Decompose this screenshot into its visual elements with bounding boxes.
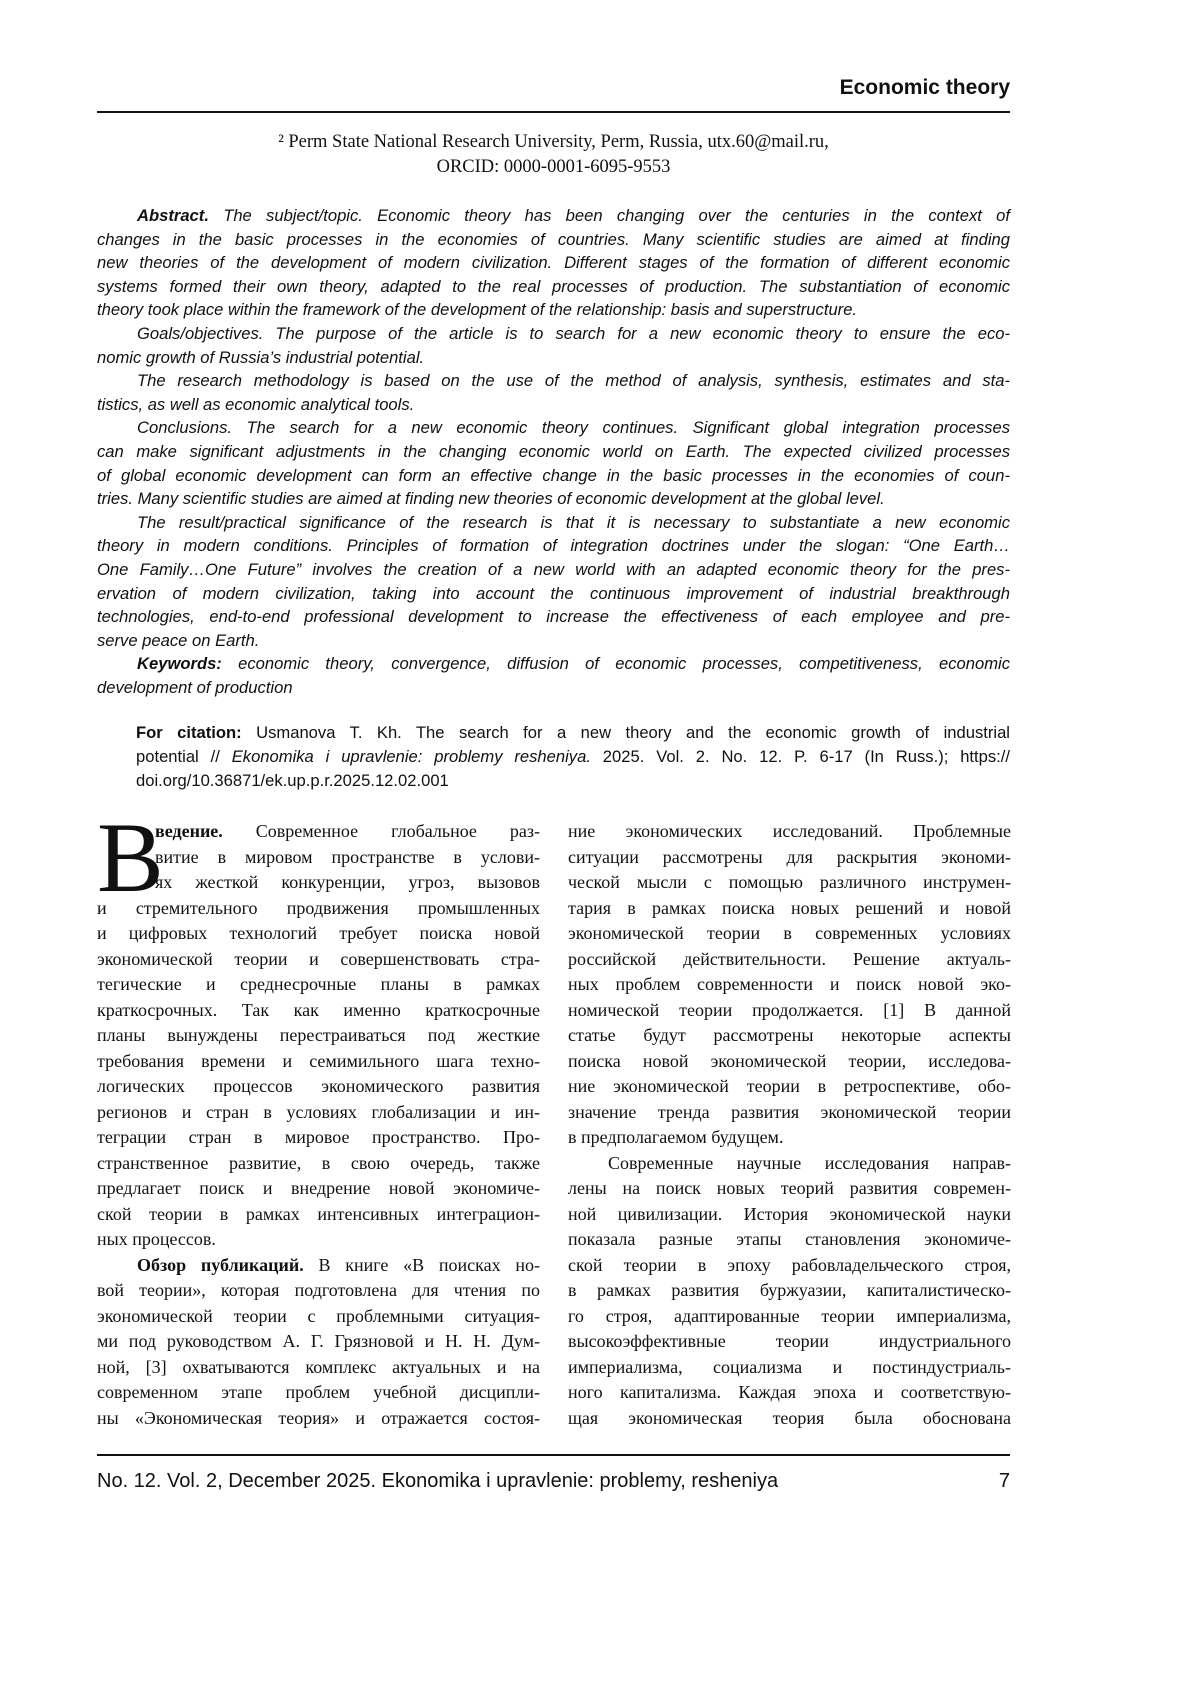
orcid-line: ORCID: 0000-0001-6095-9553	[97, 155, 1010, 180]
text-line: ние экономических исследований. Проблемные	[568, 819, 1011, 845]
abstract	[97, 204, 1010, 699]
text-line: changes in the basic processes in the economies of countries. Many scientific studies are aimed at finding	[97, 228, 1010, 252]
text-line: и стремительного продвижения промышленных	[97, 896, 540, 922]
paragraph	[97, 1253, 540, 1432]
bold-label: Обзор публикаций.	[137, 1255, 304, 1275]
text-line: Современные научные исследования направ-	[568, 1151, 1011, 1177]
text-line: экономической теории и совершенствовать стра-	[97, 947, 540, 973]
text-segment: The subject/topic. Economic theory has been changing over the centuries in the context of	[209, 206, 1010, 225]
text-line: The research methodology is based on the use of the method of analysis, synthesis, estimates and sta-	[97, 369, 1010, 393]
text-line: tistics, as well as economic analytical tools.	[97, 393, 1010, 417]
paragraph	[97, 511, 1010, 653]
text-segment: economic theory, convergence, diffusion of economic processes, competitiveness, economic	[222, 654, 1010, 673]
text-line	[97, 1253, 540, 1279]
section-header: Economic theory	[840, 76, 1010, 100]
text-line: российской действительности. Решение актуаль-	[568, 947, 1011, 973]
text-line: тария в рамках поиска новых решений и новой	[568, 896, 1011, 922]
text-line: тегические и среднесрочные планы в рамках	[97, 972, 540, 998]
paragraph	[568, 1151, 1011, 1432]
text-line: и цифровых технологий требует поиска новой	[97, 921, 540, 947]
text-line: витие в мировом пространстве в услови-	[97, 845, 540, 871]
journal-info: No. 12. Vol. 2, December 2025. Ekonomika i upravlenie: problemy, resheniya	[97, 1470, 778, 1493]
text-line: го строя, адаптированные теории империализма,	[568, 1304, 1011, 1330]
text-line: в предполагаемом будущем.	[568, 1125, 1011, 1151]
text-line	[97, 652, 1010, 676]
text-line: ervation of modern civilization, taking into account the continuous improvement of industrial breakthrough	[97, 582, 1010, 606]
text-line: theory in modern conditions. Principles of formation of integration doctrines under the slogan: “One Earth…	[97, 534, 1010, 558]
text-line: империализма, социализма и постиндустриаль-	[568, 1355, 1011, 1381]
text-line: ми под руководством А. Г. Грязновой и Н. Н. Дум-	[97, 1329, 540, 1355]
text-segment: 2025. Vol. 2. No. 12. P. 6-17 (In Russ.); https://	[591, 747, 1010, 766]
text-segment: Usmanova T. Kh. The search for a new theory and the economic growth of industrial	[242, 723, 1010, 742]
text-line: systems formed their own theory, adapted to the real processes of production. The substantiation of economic	[97, 275, 1010, 299]
affiliation	[97, 130, 1010, 180]
text-line: статье будут рассмотрены некоторые аспекты	[568, 1023, 1011, 1049]
text-line: ях жесткой конкуренции, угроз, вызовов	[97, 870, 540, 896]
text-line: ных проблем современности и поиск новой эко-	[568, 972, 1011, 998]
text-line: высокоэффективные теории индустриального	[568, 1329, 1011, 1355]
affiliation-line: ² Perm State National Research University, Perm, Russia, utx.60@mail.ru,	[97, 130, 1010, 155]
bold-label: Keywords:	[137, 654, 222, 673]
text-line: ного капитализма. Каждая эпоха и соответствую-	[568, 1380, 1011, 1406]
text-line: лены на поиск новых теорий развития современ-	[568, 1176, 1011, 1202]
italic-text: Ekonomika i upravlenie: problemy resheniya.	[232, 747, 591, 766]
paragraph	[136, 721, 1010, 793]
text-line: номической теории продолжается. [1] В данной	[568, 998, 1011, 1024]
bold-label: Abstract.	[137, 206, 209, 225]
text-line: краткосрочных. Так как именно краткосрочные	[97, 998, 540, 1024]
text-line	[97, 819, 540, 845]
text-line: The result/practical significance of the research is that it is necessary to substantiate a new economic	[97, 511, 1010, 535]
text-line: theory took place within the framework of the development of the relationship: basis and superstructure.	[97, 298, 1010, 322]
text-line: поиска новой экономической теории, исследова-	[568, 1049, 1011, 1075]
text-line: can make significant adjustments in the changing economic world on Earth. The expected civilized processes	[97, 440, 1010, 464]
text-line: показала разные этапы становления экономиче-	[568, 1227, 1011, 1253]
text-line: serve peace on Earth.	[97, 629, 1010, 653]
text-line: Goals/objectives. The purpose of the article is to search for a new economic theory to ensure the eco-	[97, 322, 1010, 346]
text-line: логических процессов экономического развития	[97, 1074, 540, 1100]
footer	[97, 1470, 1010, 1493]
paragraph	[97, 322, 1010, 369]
text-line: экономической теории в современных условиях	[568, 921, 1011, 947]
body-column-right	[568, 819, 1011, 1431]
text-line: современном этапе проблем учебной дисципли-	[97, 1380, 540, 1406]
text-line: регионов и стран в условиях глобализации и ин-	[97, 1100, 540, 1126]
text-line: планы вынуждены перестраиваться под жесткие	[97, 1023, 540, 1049]
text-line: doi.org/10.36871/ek.up.p.r.2025.12.02.001	[136, 769, 1010, 793]
text-line: tries. Many scientific studies are aimed at finding new theories of economic development at the global level.	[97, 487, 1010, 511]
left-paragraphs	[97, 819, 540, 1431]
footer-rule	[97, 1454, 1010, 1456]
paragraph	[97, 819, 540, 1253]
header-rule	[97, 111, 1010, 113]
text-line: technologies, end-to-end professional development to increase the effectiveness of each employee and pre-	[97, 605, 1010, 629]
text-line: ской теории в эпоху рабовладельческого строя,	[568, 1253, 1011, 1279]
text-line: ческой мысли с помощью различного инструмен-	[568, 870, 1011, 896]
text-line	[97, 204, 1010, 228]
bold-label: ведение.	[155, 821, 223, 841]
paragraph	[568, 819, 1011, 1151]
text-line: в рамках развития буржуазии, капиталистическо-	[568, 1278, 1011, 1304]
paragraph	[97, 652, 1010, 699]
paragraph	[97, 416, 1010, 510]
text-line: of global economic development can form an effective change in the basic processes in the economies of coun-	[97, 464, 1010, 488]
text-line: One Family…One Future” involves the creation of a new world with an adapted economic theory for the pres-	[97, 558, 1010, 582]
text-line: development of production	[97, 676, 1010, 700]
citation	[136, 721, 1010, 793]
page-number: 7	[999, 1470, 1010, 1493]
text-line: ной цивилизации. История экономической науки	[568, 1202, 1011, 1228]
text-line: ных процессов.	[97, 1227, 540, 1253]
text-line: nomic growth of Russia’s industrial potential.	[97, 346, 1010, 370]
text-line: new theories of the development of modern civilization. Different stages of the formation of different economic	[97, 251, 1010, 275]
paragraph	[97, 204, 1010, 322]
text-line: ской теории в рамках интенсивных интеграцион-	[97, 1202, 540, 1228]
drop-cap: В	[97, 817, 155, 893]
text-line: вой теории», которая подготовлена для чтения по	[97, 1278, 540, 1304]
text-line: ситуации рассмотрены для раскрытия экономи-	[568, 845, 1011, 871]
paragraph	[97, 369, 1010, 416]
right-paragraphs	[568, 819, 1011, 1431]
text-line: требования времени и семимильного шага техно-	[97, 1049, 540, 1075]
text-line: ной, [3] охватываются комплекс актуальных и на	[97, 1355, 540, 1381]
text-line: предлагает поиск и внедрение новой экономиче-	[97, 1176, 540, 1202]
text-line: теграции стран в мировое пространство. Про-	[97, 1125, 540, 1151]
text-line: щая экономическая теория была обоснована	[568, 1406, 1011, 1432]
text-line: странственное развитие, в свою очередь, также	[97, 1151, 540, 1177]
text-line: Conclusions. The search for a new economic theory continues. Significant global integration processes	[97, 416, 1010, 440]
text-segment: В книге «В поисках но-	[304, 1255, 540, 1275]
text-line: значение тренда развития экономической теории	[568, 1100, 1011, 1126]
text-segment: Современное глобальное раз-	[223, 821, 540, 841]
text-line	[136, 721, 1010, 745]
text-line: ние экономической теории в ретроспективе, обо-	[568, 1074, 1011, 1100]
bold-label: For citation:	[136, 723, 242, 742]
text-line	[136, 745, 1010, 769]
text-line: ны «Экономическая теория» и отражается состоя-	[97, 1406, 540, 1432]
body-column-left	[97, 819, 540, 1431]
text-segment: potential //	[136, 747, 232, 766]
text-line: экономической теории с проблемными ситуация-	[97, 1304, 540, 1330]
